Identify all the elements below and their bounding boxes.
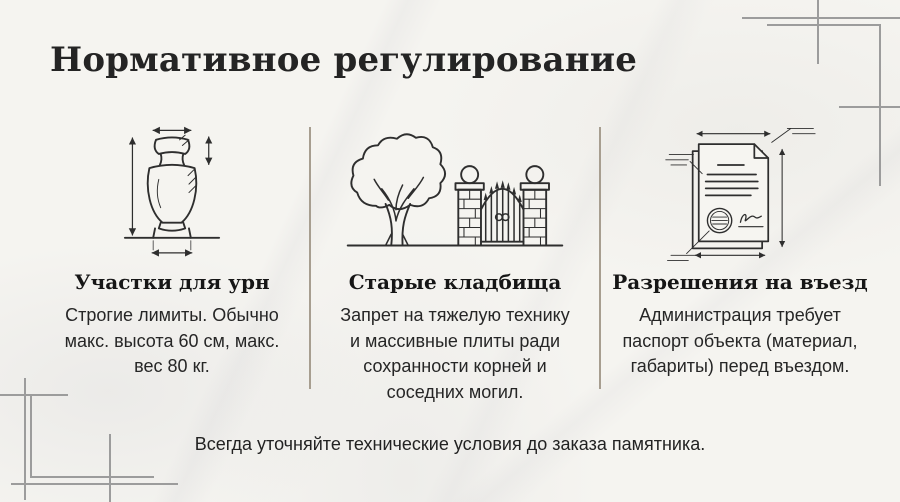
column-body-text: Строгие лимиты. Обычно макс. высота 60 см, макс. вес 80 кг.	[64, 305, 280, 377]
decor-line	[879, 24, 881, 186]
decor-line	[742, 17, 900, 19]
column-body-text: Администрация требует паспорт объекта (материал, габариты) перед въездом.	[622, 305, 858, 377]
decor-line	[817, 0, 819, 64]
decor-line	[109, 434, 111, 502]
decor-line	[839, 106, 900, 108]
footer-note: Всегда уточняйте технические условия до заказа памятника.	[194, 434, 706, 454]
column-body-text: Запрет на тяжелую технику и массивные плиты ради сохранности корней и соседних могил.	[340, 305, 570, 402]
decor-line	[767, 24, 880, 26]
decor-line	[30, 394, 32, 477]
column-heading: Участки для урн	[74, 270, 270, 294]
column-urn-plots	[32, 126, 312, 380]
column-old-cemeteries	[315, 126, 595, 405]
decor-line	[24, 378, 26, 500]
column-heading: Разрешения на въезд	[612, 270, 868, 294]
tree-and-cemetery-gate-icon	[315, 126, 595, 262]
page-title: Нормативное регулирование	[50, 40, 638, 80]
decor-line	[11, 483, 178, 485]
permit-document-icon	[600, 126, 880, 262]
column-entry-permits	[600, 126, 880, 380]
column-heading: Старые кладбища	[348, 270, 562, 294]
decor-line	[0, 394, 68, 396]
decor-line	[30, 476, 154, 478]
urn-with-dimensions-icon	[32, 126, 312, 262]
